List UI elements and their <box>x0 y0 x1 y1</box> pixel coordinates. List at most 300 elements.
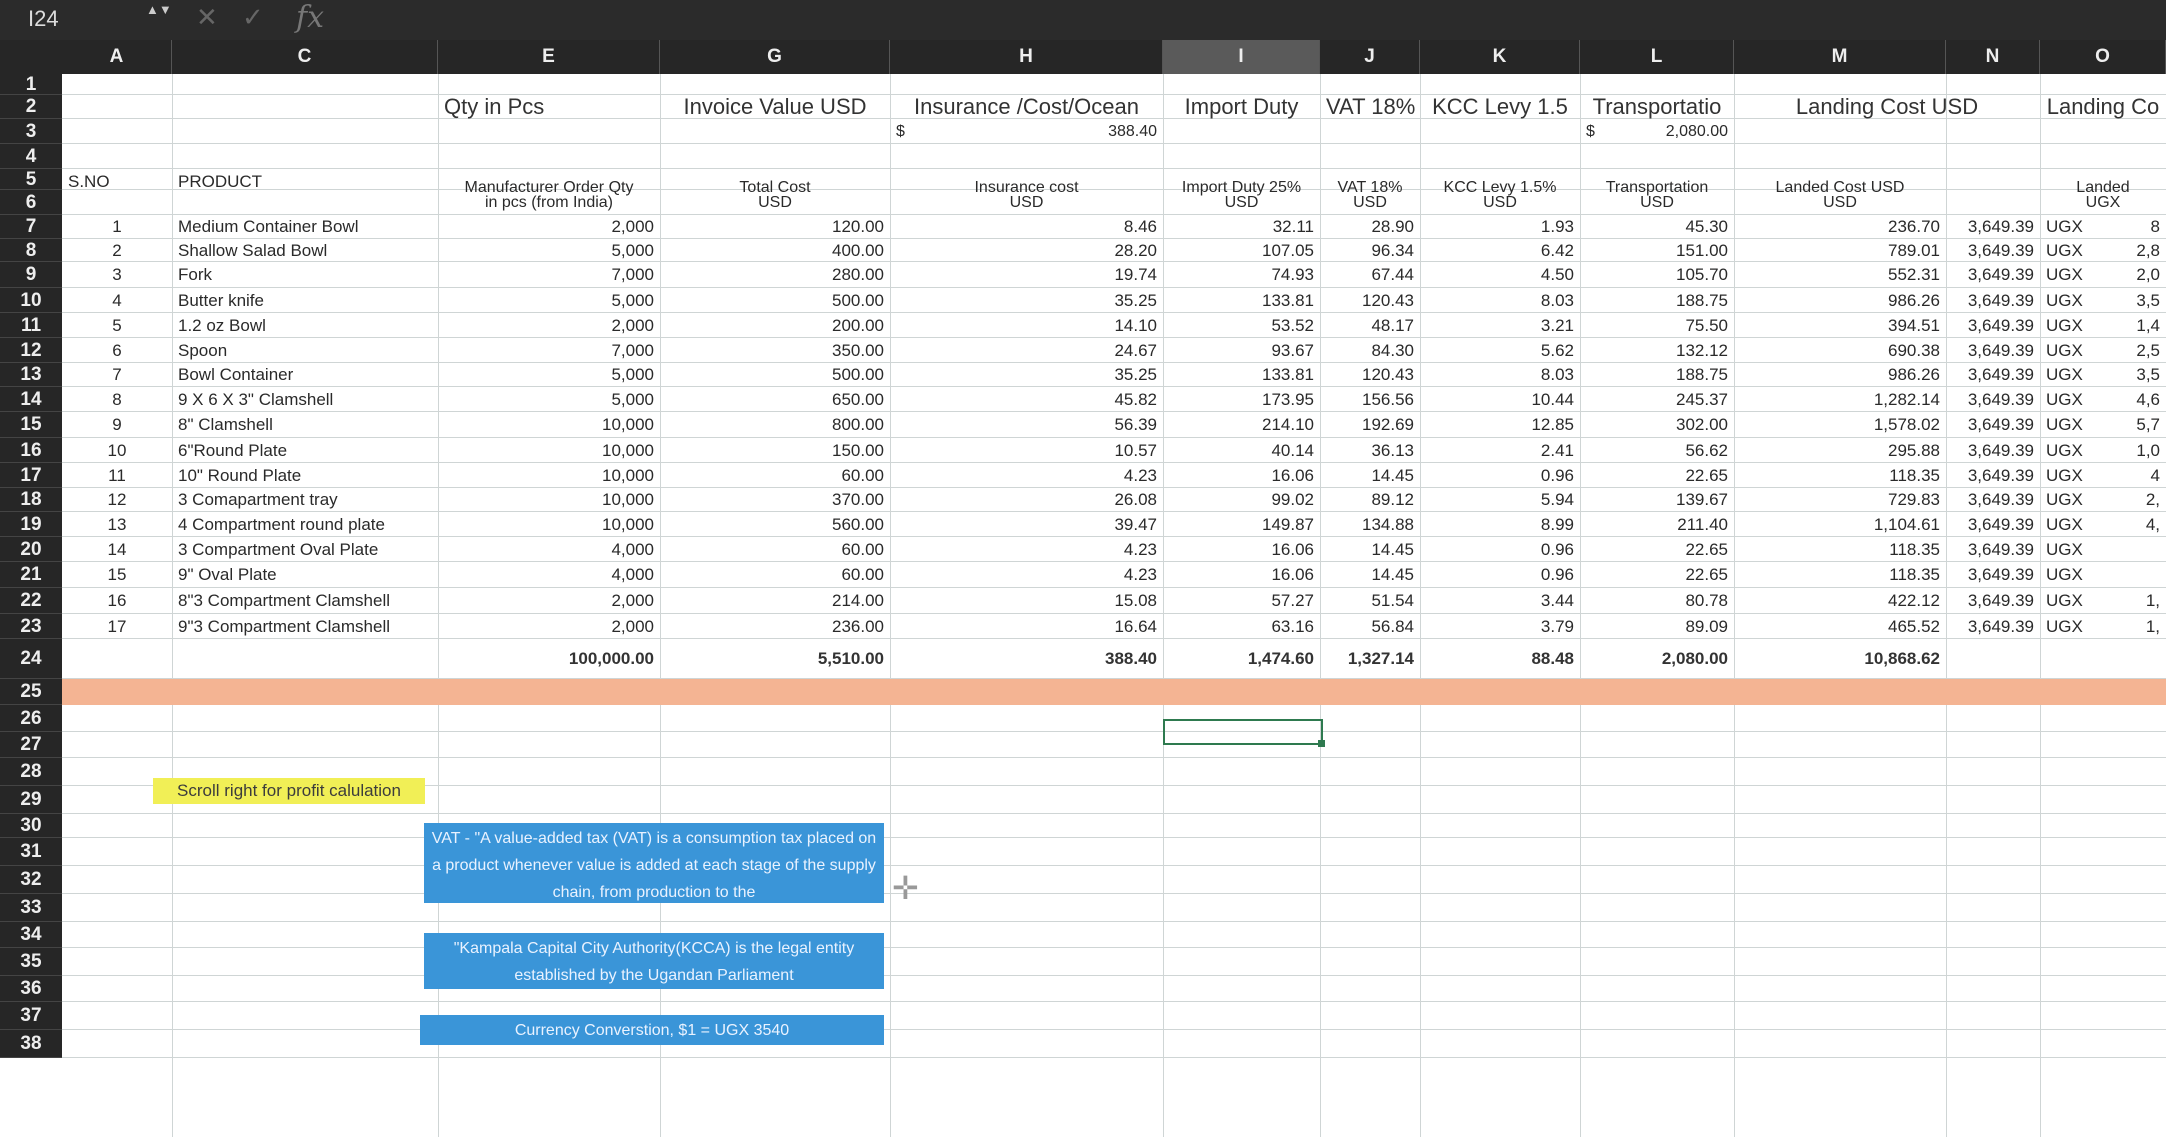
product-cell[interactable]: 3 Compartment Oval Plate <box>178 540 379 559</box>
product-cell[interactable]: 9"3 Compartment Clamshell <box>178 617 391 636</box>
row-header-26[interactable]: 26 <box>0 705 62 732</box>
column-heading-4[interactable]: VAT 18% <box>1337 179 1403 196</box>
vat-cell[interactable]: 14.45 <box>1371 540 1414 559</box>
unit-label-1[interactable]: USD <box>758 194 792 211</box>
total-cost-cell[interactable]: 280.00 <box>832 265 884 284</box>
fill-handle[interactable] <box>1318 740 1325 747</box>
row-header-23[interactable]: 23 <box>0 614 62 639</box>
vat-cell[interactable]: 56.84 <box>1371 617 1414 636</box>
currency-note-cell[interactable]: Currency Converstion, $1 = UGX 3540 <box>420 1015 884 1045</box>
exchange-rate-cell[interactable]: 3,649.39 <box>1967 415 2034 434</box>
landed-usd-cell[interactable]: 986.26 <box>1888 365 1940 384</box>
product-cell[interactable]: 3 Comapartment tray <box>178 490 338 509</box>
column-heading-8[interactable]: Landed <box>2076 179 2130 196</box>
import-duty-cell[interactable]: 93.67 <box>1271 341 1314 360</box>
qty-cell[interactable]: 10,000 <box>602 441 654 460</box>
header-title-6[interactable]: Transportatio <box>1592 95 1722 119</box>
exchange-rate-cell[interactable]: 3,649.39 <box>1967 241 2034 260</box>
insurance-cell[interactable]: 19.74 <box>1114 265 1157 284</box>
vat-cell[interactable]: 28.90 <box>1371 217 1414 236</box>
sno-header[interactable]: S.NO <box>68 172 110 191</box>
row-header-4[interactable]: 4 <box>0 144 62 169</box>
total-cost-cell[interactable]: 200.00 <box>832 316 884 335</box>
row-header-34[interactable]: 34 <box>0 922 62 948</box>
unit-label-7[interactable]: USD <box>1823 194 1857 211</box>
col-header-k[interactable]: K <box>1420 40 1580 74</box>
total-7[interactable]: 10,868.62 <box>1864 649 1940 668</box>
sno-cell[interactable]: 15 <box>107 565 127 584</box>
insurance-cell[interactable]: 15.08 <box>1114 591 1157 610</box>
row-header-5[interactable]: 5 <box>0 169 62 190</box>
header-title-7[interactable]: Landing Cost USD <box>1795 95 1979 119</box>
column-heading-3[interactable]: Import Duty 25% <box>1181 179 1302 196</box>
insurance-currency[interactable]: $ <box>896 123 905 140</box>
insurance-cell[interactable]: 10.57 <box>1114 441 1157 460</box>
kcc-levy-cell[interactable]: 0.96 <box>1540 540 1574 559</box>
row-header-33[interactable]: 33 <box>0 894 62 922</box>
qty-cell[interactable]: 7,000 <box>611 341 654 360</box>
row-header-24[interactable]: 24 <box>0 639 62 679</box>
landed-usd-cell[interactable]: 1,104.61 <box>1873 515 1940 534</box>
landed-ugx-cell[interactable]: 5,7 <box>2136 415 2160 434</box>
sno-cell[interactable]: 2 <box>112 241 122 260</box>
landed-usd-cell[interactable]: 789.01 <box>1888 241 1940 260</box>
insurance-cell[interactable]: 35.25 <box>1114 291 1157 310</box>
sno-cell[interactable]: 3 <box>112 265 122 284</box>
kcc-levy-cell[interactable]: 8.99 <box>1540 515 1574 534</box>
header-title-1[interactable]: Invoice Value USD <box>683 95 867 119</box>
name-box-stepper-icon[interactable] <box>146 2 172 36</box>
unit-label-4[interactable]: USD <box>1353 194 1387 211</box>
exchange-rate-cell[interactable]: 3,649.39 <box>1967 540 2034 559</box>
col-header-j[interactable]: J <box>1320 40 1420 74</box>
total-4[interactable]: 1,327.14 <box>1347 649 1414 668</box>
currency-cell[interactable]: UGX <box>2046 365 2083 384</box>
insurance-cell[interactable]: 16.64 <box>1114 617 1157 636</box>
import-duty-cell[interactable]: 16.06 <box>1271 466 1314 485</box>
formula-input[interactable] <box>340 6 2140 34</box>
name-box[interactable]: I24 <box>28 6 59 31</box>
row-header-10[interactable]: 10 <box>0 288 62 313</box>
product-cell[interactable]: 9 X 6 X 3" Clamshell <box>178 390 334 409</box>
row-header-29[interactable]: 29 <box>0 786 62 814</box>
insurance-cell[interactable]: 26.08 <box>1114 490 1157 509</box>
total-0[interactable]: 100,000.00 <box>568 649 654 668</box>
landed-usd-cell[interactable]: 1,578.02 <box>1873 415 1940 434</box>
row-header-18[interactable]: 18 <box>0 488 62 512</box>
qty-cell[interactable]: 4,000 <box>611 565 654 584</box>
column-heading-1[interactable]: Total Cost <box>739 179 811 196</box>
sno-cell[interactable]: 1 <box>112 217 122 236</box>
total-cost-cell[interactable]: 236.00 <box>832 617 884 636</box>
transport-cell[interactable]: 22.65 <box>1685 540 1728 559</box>
import-duty-cell[interactable]: 53.52 <box>1271 316 1314 335</box>
landed-ugx-cell[interactable]: 1,4 <box>2136 316 2160 335</box>
landed-usd-cell[interactable]: 394.51 <box>1888 316 1940 335</box>
qty-cell[interactable]: 10,000 <box>602 515 654 534</box>
insert-function-icon[interactable]: fx <box>296 0 325 35</box>
landed-usd-cell[interactable]: 729.83 <box>1888 490 1940 509</box>
total-cost-cell[interactable]: 400.00 <box>832 241 884 260</box>
col-header-a[interactable]: A <box>62 40 172 74</box>
product-cell[interactable]: 4 Compartment round plate <box>178 515 385 534</box>
col-header-l[interactable]: L <box>1580 40 1734 74</box>
landed-ugx-cell[interactable] <box>2100 562 2166 588</box>
row-header-15[interactable]: 15 <box>0 412 62 438</box>
insurance-cell[interactable]: 8.46 <box>1123 217 1157 236</box>
import-duty-cell[interactable]: 133.81 <box>1262 291 1314 310</box>
confirm-edit-icon[interactable]: ✓ <box>242 2 264 32</box>
unit-label-0[interactable]: in pcs (from India) <box>484 194 614 211</box>
landed-ugx-cell[interactable]: 1, <box>2145 617 2160 636</box>
kcc-levy-cell[interactable]: 1.93 <box>1540 217 1574 236</box>
row-header-27[interactable]: 27 <box>0 732 62 758</box>
qty-cell[interactable]: 2,000 <box>611 617 654 636</box>
vat-cell[interactable]: 192.69 <box>1362 415 1414 434</box>
insurance-cell[interactable]: 4.23 <box>1123 565 1157 584</box>
row-header-31[interactable]: 31 <box>0 838 62 866</box>
total-6[interactable]: 2,080.00 <box>1661 649 1728 668</box>
qty-cell[interactable]: 2,000 <box>611 591 654 610</box>
kcc-levy-cell[interactable]: 12.85 <box>1531 415 1574 434</box>
active-cell-selection[interactable] <box>1163 719 1323 745</box>
transport-cell[interactable]: 75.50 <box>1685 316 1728 335</box>
kcc-levy-cell[interactable]: 5.62 <box>1540 341 1574 360</box>
unit-label-6[interactable]: USD <box>1640 194 1674 211</box>
col-header-g[interactable]: G <box>660 40 890 74</box>
header-title-5[interactable]: KCC Levy 1.5 <box>1432 95 1568 119</box>
row-header-22[interactable]: 22 <box>0 588 62 614</box>
landed-ugx-cell[interactable]: 1, <box>2145 591 2160 610</box>
transport-cell[interactable]: 56.62 <box>1685 441 1728 460</box>
insurance-cell[interactable]: 24.67 <box>1114 341 1157 360</box>
col-header-m[interactable]: M <box>1734 40 1946 74</box>
row-header-12[interactable]: 12 <box>0 338 62 363</box>
landed-usd-cell[interactable]: 986.26 <box>1888 291 1940 310</box>
col-header-e[interactable]: E <box>438 40 660 74</box>
exchange-rate-cell[interactable]: 3,649.39 <box>1967 466 2034 485</box>
transport-cell[interactable]: 105.70 <box>1676 265 1728 284</box>
total-1[interactable]: 5,510.00 <box>817 649 884 668</box>
kcc-levy-cell[interactable]: 0.96 <box>1540 466 1574 485</box>
kcc-levy-cell[interactable]: 8.03 <box>1540 365 1574 384</box>
col-header-n[interactable]: N <box>1946 40 2040 74</box>
product-cell[interactable]: 1.2 oz Bowl <box>178 316 266 335</box>
row-header-25[interactable]: 25 <box>0 679 62 705</box>
row-header-37[interactable]: 37 <box>0 1002 62 1030</box>
currency-cell[interactable]: UGX <box>2046 466 2083 485</box>
sno-cell[interactable]: 14 <box>107 540 127 559</box>
currency-cell[interactable]: UGX <box>2046 415 2083 434</box>
column-heading-2[interactable]: Insurance cost <box>974 179 1079 196</box>
transport-cell[interactable]: 139.67 <box>1676 490 1728 509</box>
vat-cell[interactable]: 51.54 <box>1371 591 1414 610</box>
qty-cell[interactable]: 4,000 <box>611 540 654 559</box>
transport-cell[interactable]: 211.40 <box>1677 515 1728 534</box>
qty-cell[interactable]: 2,000 <box>611 217 654 236</box>
sno-cell[interactable]: 11 <box>108 466 126 485</box>
kcca-note-cell[interactable]: "Kampala Capital City Authority(KCCA) is the legal entity established by the Ugandan Parliament <box>424 933 884 989</box>
product-cell[interactable]: 8" Clamshell <box>178 415 273 434</box>
kcc-levy-cell[interactable]: 3.21 <box>1540 316 1574 335</box>
vat-cell[interactable]: 36.13 <box>1371 441 1414 460</box>
kcc-levy-cell[interactable]: 6.42 <box>1540 241 1574 260</box>
total-cost-cell[interactable]: 370.00 <box>832 490 884 509</box>
vat-cell[interactable]: 14.45 <box>1371 565 1414 584</box>
landed-usd-cell[interactable]: 465.52 <box>1888 617 1940 636</box>
exchange-rate-cell[interactable]: 3,649.39 <box>1967 291 2034 310</box>
landed-ugx-cell[interactable]: 1,0 <box>2136 441 2160 460</box>
row-header-6[interactable]: 6 <box>0 190 62 215</box>
landed-usd-cell[interactable]: 118.35 <box>1889 466 1940 485</box>
qty-cell[interactable]: 10,000 <box>602 415 654 434</box>
scroll-note-cell[interactable]: Scroll right for profit calulation <box>153 778 425 804</box>
unit-label-3[interactable]: USD <box>1224 194 1259 211</box>
currency-cell[interactable]: UGX <box>2046 515 2083 534</box>
vat-note-cell[interactable]: VAT - "A value-added tax (VAT) is a consumption tax placed on a product whenever value is added at each stage of the supply chain, from production to the <box>424 823 884 903</box>
qty-cell[interactable]: 2,000 <box>611 316 654 335</box>
total-3[interactable]: 1,474.60 <box>1247 649 1314 668</box>
column-heading-0[interactable]: Manufacturer Order Qty <box>464 179 634 196</box>
total-cost-cell[interactable]: 800.00 <box>832 415 884 434</box>
transport-cell[interactable]: 188.75 <box>1676 365 1728 384</box>
exchange-rate-cell[interactable]: 3,649.39 <box>1967 441 2034 460</box>
vat-cell[interactable]: 134.88 <box>1362 515 1414 534</box>
kcc-levy-cell[interactable]: 2.41 <box>1540 441 1574 460</box>
transport-cell[interactable]: 80.78 <box>1685 591 1728 610</box>
kcc-levy-cell[interactable]: 0.96 <box>1540 565 1574 584</box>
insurance-cell[interactable]: 14.10 <box>1114 316 1157 335</box>
exchange-rate-cell[interactable]: 3,649.39 <box>1967 617 2034 636</box>
total-cost-cell[interactable]: 214.00 <box>832 591 884 610</box>
product-cell[interactable]: Bowl Container <box>178 365 294 384</box>
transport-cell[interactable]: 302.00 <box>1676 415 1728 434</box>
insurance-cell[interactable]: 56.39 <box>1114 415 1157 434</box>
insurance-cell[interactable]: 39.47 <box>1114 515 1157 534</box>
landed-ugx-cell[interactable]: 3,5 <box>2136 291 2160 310</box>
row-header-11[interactable]: 11 <box>0 313 62 338</box>
currency-cell[interactable]: UGX <box>2046 265 2083 284</box>
currency-cell[interactable]: UGX <box>2046 316 2083 335</box>
sno-cell[interactable]: 10 <box>107 441 127 460</box>
kcc-levy-cell[interactable]: 4.50 <box>1540 265 1574 284</box>
qty-cell[interactable]: 7,000 <box>611 265 654 284</box>
total-cost-cell[interactable]: 350.00 <box>832 341 884 360</box>
row-header-28[interactable]: 28 <box>0 758 62 786</box>
currency-cell[interactable]: UGX <box>2046 441 2083 460</box>
import-duty-cell[interactable]: 74.93 <box>1271 265 1314 284</box>
landed-usd-cell[interactable]: 118.35 <box>1889 565 1940 584</box>
exchange-rate-cell[interactable]: 3,649.39 <box>1967 341 2034 360</box>
col-header-o[interactable]: O <box>2040 40 2166 74</box>
column-heading-5[interactable]: KCC Levy 1.5% <box>1443 179 1557 196</box>
row-header-32[interactable]: 32 <box>0 866 62 894</box>
qty-cell[interactable]: 5,000 <box>611 365 654 384</box>
vat-cell[interactable]: 156.56 <box>1362 390 1414 409</box>
total-cost-cell[interactable]: 500.00 <box>832 291 884 310</box>
import-duty-cell[interactable]: 57.27 <box>1271 591 1314 610</box>
transport-currency[interactable]: $ <box>1586 123 1595 140</box>
product-cell[interactable]: Spoon <box>178 341 228 360</box>
exchange-rate-cell[interactable]: 3,649.39 <box>1967 217 2034 236</box>
transport-cell[interactable]: 151.00 <box>1676 241 1728 260</box>
exchange-rate-cell[interactable]: 3,649.39 <box>1967 390 2034 409</box>
currency-cell[interactable]: UGX <box>2046 390 2083 409</box>
product-cell[interactable]: Butter knife <box>178 291 264 310</box>
vat-cell[interactable]: 84.30 <box>1371 341 1414 360</box>
landed-usd-cell[interactable]: 118.35 <box>1889 540 1940 559</box>
total-cost-cell[interactable]: 120.00 <box>832 217 884 236</box>
landed-usd-cell[interactable]: 422.12 <box>1888 591 1940 610</box>
kcc-levy-cell[interactable]: 3.79 <box>1540 617 1574 636</box>
insurance-cell[interactable]: 28.20 <box>1114 241 1157 260</box>
total-2[interactable]: 388.40 <box>1105 649 1157 668</box>
transport-cell[interactable]: 22.65 <box>1685 565 1728 584</box>
product-cell[interactable]: 8"3 Compartment Clamshell <box>178 591 391 610</box>
kcc-levy-cell[interactable]: 8.03 <box>1540 291 1574 310</box>
row-header-35[interactable]: 35 <box>0 948 62 976</box>
transport-cell[interactable]: 132.12 <box>1676 341 1728 360</box>
import-duty-cell[interactable]: 40.14 <box>1271 441 1314 460</box>
product-cell[interactable]: Fork <box>178 265 212 284</box>
qty-cell[interactable]: 5,000 <box>611 241 654 260</box>
landed-ugx-cell[interactable]: 4 <box>2150 466 2160 485</box>
landed-usd-cell[interactable]: 236.70 <box>1888 217 1940 236</box>
exchange-rate-cell[interactable]: 3,649.39 <box>1967 365 2034 384</box>
transport-cell[interactable]: 22.65 <box>1685 466 1728 485</box>
row-header-20[interactable]: 20 <box>0 537 62 562</box>
total-cost-cell[interactable]: 650.00 <box>832 390 884 409</box>
import-duty-cell[interactable]: 99.02 <box>1271 490 1314 509</box>
column-heading-6[interactable]: Transportation <box>1605 179 1709 196</box>
sno-cell[interactable]: 12 <box>107 490 127 509</box>
exchange-rate-cell[interactable]: 3,649.39 <box>1967 265 2034 284</box>
transport-cell[interactable]: 245.37 <box>1676 390 1728 409</box>
total-cost-cell[interactable]: 560.00 <box>832 515 884 534</box>
unit-label-5[interactable]: USD <box>1483 194 1517 211</box>
product-cell[interactable]: Shallow Salad Bowl <box>178 241 328 260</box>
landed-ugx-cell[interactable]: 2,5 <box>2136 341 2160 360</box>
sno-cell[interactable]: 16 <box>107 591 127 610</box>
currency-cell[interactable]: UGX <box>2046 490 2083 509</box>
currency-cell[interactable]: UGX <box>2046 565 2083 584</box>
insurance-cell[interactable]: 35.25 <box>1114 365 1157 384</box>
import-duty-cell[interactable]: 173.95 <box>1262 390 1314 409</box>
currency-cell[interactable]: UGX <box>2046 540 2083 559</box>
landed-ugx-cell[interactable]: 3,5 <box>2136 365 2160 384</box>
row-header-19[interactable]: 19 <box>0 512 62 537</box>
landed-ugx-cell[interactable]: 4,6 <box>2136 390 2160 409</box>
sno-cell[interactable]: 13 <box>107 515 127 534</box>
transport-cell[interactable]: 89.09 <box>1685 617 1728 636</box>
row-header-38[interactable]: 38 <box>0 1030 62 1058</box>
kcc-levy-cell[interactable]: 5.94 <box>1540 490 1574 509</box>
vat-cell[interactable]: 48.17 <box>1371 316 1414 335</box>
import-duty-cell[interactable]: 63.16 <box>1271 617 1314 636</box>
row-header-13[interactable]: 13 <box>0 363 62 387</box>
total-cost-cell[interactable]: 500.00 <box>832 365 884 384</box>
exchange-rate-cell[interactable]: 3,649.39 <box>1967 565 2034 584</box>
row-header-36[interactable]: 36 <box>0 976 62 1002</box>
insurance-cell[interactable]: 4.23 <box>1123 466 1157 485</box>
header-title-4[interactable]: VAT 18% <box>1326 95 1416 119</box>
exchange-rate-cell[interactable]: 3,649.39 <box>1967 316 2034 335</box>
currency-cell[interactable]: UGX <box>2046 241 2083 260</box>
import-duty-cell[interactable]: 16.06 <box>1271 540 1314 559</box>
vat-cell[interactable]: 67.44 <box>1371 265 1414 284</box>
col-header-c[interactable]: C <box>172 40 438 74</box>
select-all-corner[interactable] <box>0 40 62 74</box>
row-header-30[interactable]: 30 <box>0 814 62 838</box>
import-duty-cell[interactable]: 16.06 <box>1271 565 1314 584</box>
vat-cell[interactable]: 120.43 <box>1362 291 1414 310</box>
column-heading-7[interactable]: Landed Cost USD <box>1775 179 1905 196</box>
row-header-3[interactable]: 3 <box>0 119 62 144</box>
exchange-rate-cell[interactable]: 3,649.39 <box>1967 490 2034 509</box>
row-header-9[interactable]: 9 <box>0 262 62 288</box>
qty-cell[interactable]: 10,000 <box>602 490 654 509</box>
header-title-0[interactable]: Qty in Pcs <box>444 95 545 119</box>
header-title-2[interactable]: Insurance /Cost/Ocean <box>913 95 1139 119</box>
landed-ugx-cell[interactable]: 4, <box>2145 515 2160 534</box>
landed-ugx-cell[interactable]: 2,8 <box>2136 241 2160 260</box>
kcc-levy-cell[interactable]: 3.44 <box>1540 591 1574 610</box>
exchange-rate-cell[interactable]: 3,649.39 <box>1967 591 2034 610</box>
sno-cell[interactable]: 4 <box>112 291 122 310</box>
row-header-8[interactable]: 8 <box>0 239 62 262</box>
vat-cell[interactable]: 14.45 <box>1371 466 1414 485</box>
col-header-i[interactable]: I <box>1163 40 1320 74</box>
import-duty-cell[interactable]: 214.10 <box>1262 415 1314 434</box>
sno-cell[interactable]: 5 <box>112 316 122 335</box>
landed-ugx-cell[interactable]: 2,0 <box>2136 265 2160 284</box>
product-cell[interactable]: Medium Container Bowl <box>178 217 359 236</box>
unit-label-8[interactable]: UGX <box>2085 194 2121 211</box>
currency-cell[interactable]: UGX <box>2046 617 2083 636</box>
landed-usd-cell[interactable]: 690.38 <box>1888 341 1940 360</box>
landed-usd-cell[interactable]: 295.88 <box>1888 441 1940 460</box>
total-cost-cell[interactable]: 150.00 <box>832 441 884 460</box>
qty-cell[interactable]: 5,000 <box>611 390 654 409</box>
sno-cell[interactable]: 8 <box>112 390 122 409</box>
kcc-levy-cell[interactable]: 10.44 <box>1531 390 1574 409</box>
row-header-17[interactable]: 17 <box>0 463 62 488</box>
row-header-1[interactable]: 1 <box>0 74 62 95</box>
landed-ugx-cell[interactable]: 2, <box>2145 490 2160 509</box>
total-cost-cell[interactable]: 60.00 <box>841 540 884 559</box>
cancel-edit-icon[interactable]: ✕ <box>196 2 218 32</box>
transport-cell[interactable]: 45.30 <box>1685 217 1728 236</box>
landed-usd-cell[interactable]: 1,282.14 <box>1873 390 1940 409</box>
sno-cell[interactable]: 6 <box>112 341 122 360</box>
header-title-3[interactable]: Import Duty <box>1184 95 1299 119</box>
row-header-7[interactable]: 7 <box>0 215 62 239</box>
row-header-16[interactable]: 16 <box>0 438 62 463</box>
row-header-21[interactable]: 21 <box>0 562 62 588</box>
header-title-8[interactable]: Landing Co <box>2046 95 2160 119</box>
landed-ugx-cell[interactable]: 8 <box>2150 217 2160 236</box>
insurance-total-value[interactable]: 388.40 <box>1108 123 1157 140</box>
insurance-cell[interactable]: 45.82 <box>1114 390 1157 409</box>
total-cost-cell[interactable]: 60.00 <box>841 565 884 584</box>
vat-cell[interactable]: 96.34 <box>1371 241 1414 260</box>
exchange-rate-cell[interactable]: 3,649.39 <box>1967 515 2034 534</box>
landed-usd-cell[interactable]: 552.31 <box>1888 265 1940 284</box>
product-cell[interactable]: 9" Oval Plate <box>178 565 277 584</box>
currency-cell[interactable]: UGX <box>2046 341 2083 360</box>
insurance-cell[interactable]: 4.23 <box>1123 540 1157 559</box>
sheet-grid[interactable] <box>0 40 2166 1137</box>
